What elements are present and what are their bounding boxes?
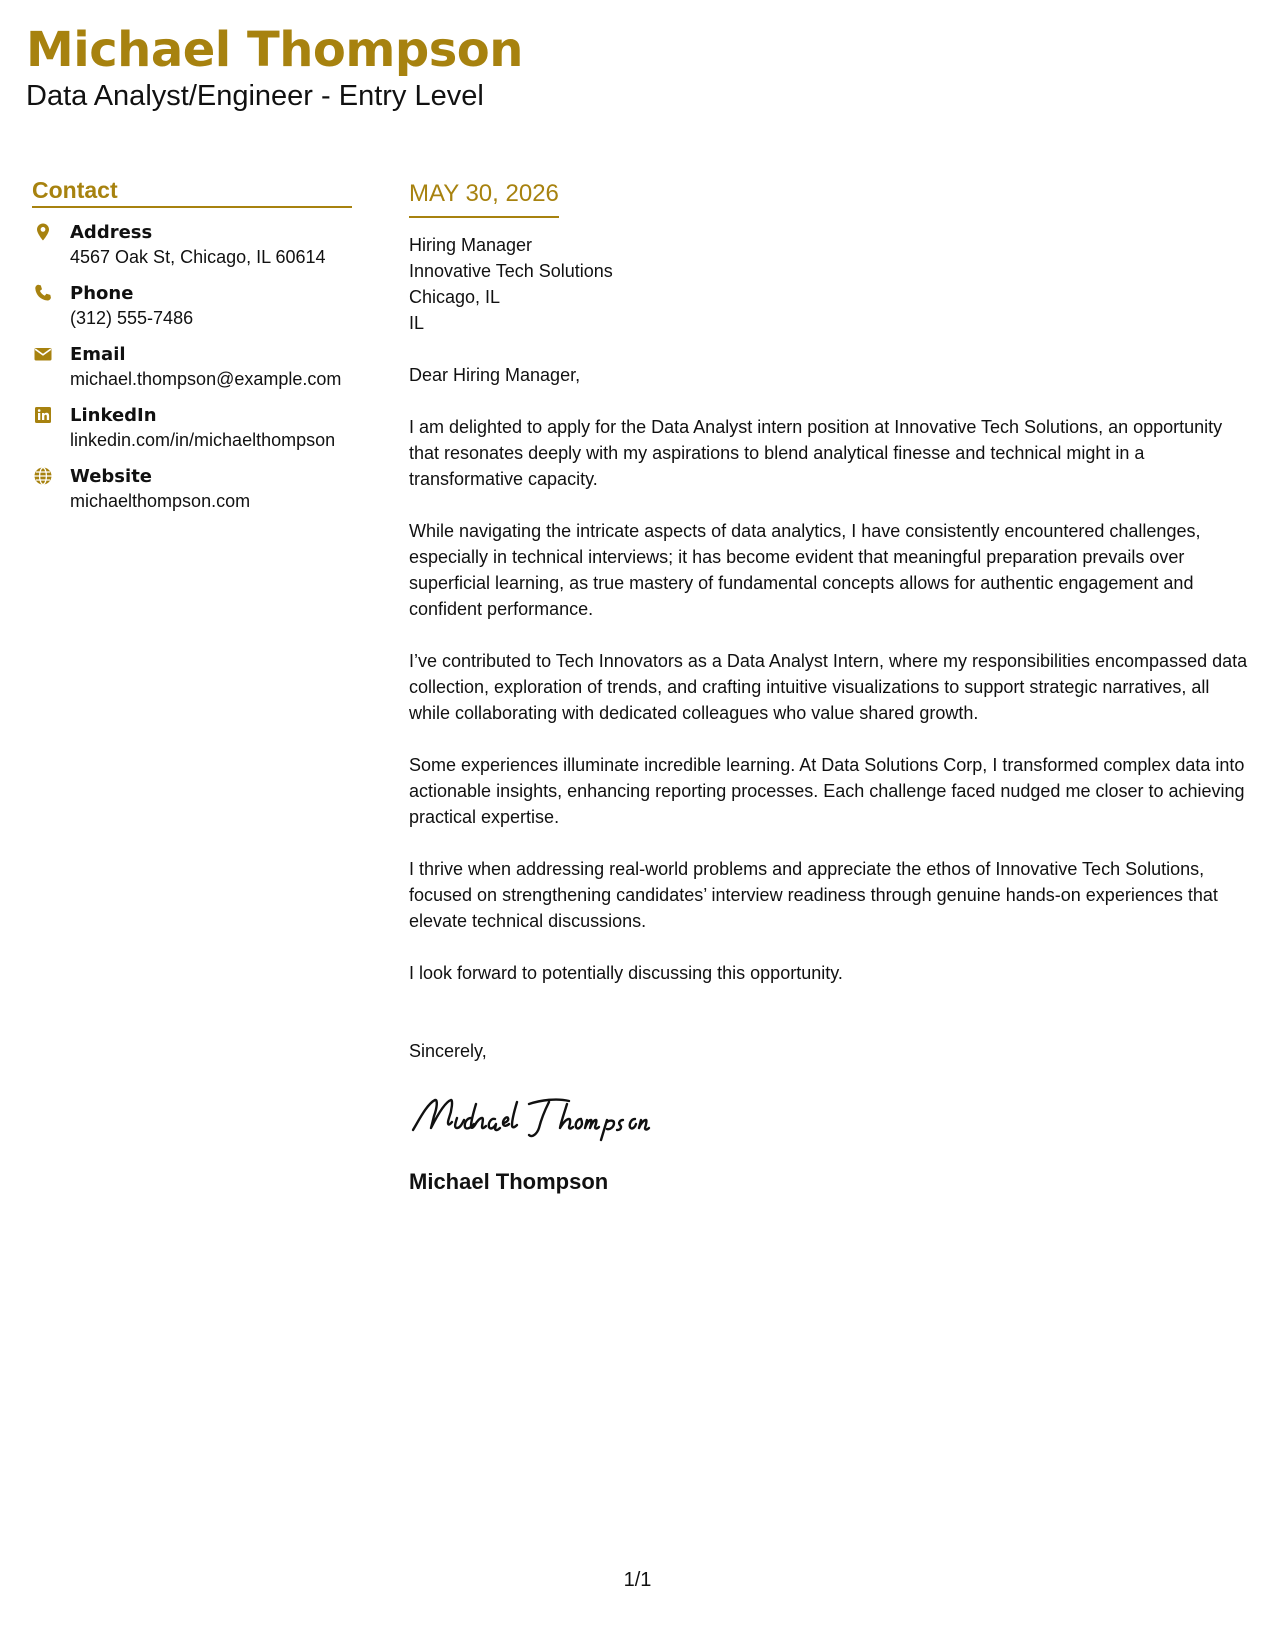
contact-label: Email bbox=[70, 344, 126, 365]
recipient-line: Innovative Tech Solutions bbox=[409, 261, 613, 281]
contact-item-email bbox=[32, 342, 352, 392]
letter-paragraph: I thrive when addressing real-world problems and appreciate the ethos of Innovative Tech Solutions, focused on strengthening candidates’ interview readiness through genuine hands-on experiences that elevate technical discussions. bbox=[409, 859, 1218, 931]
applicant-role: Data Analyst/Engineer - Entry Level bbox=[26, 80, 484, 112]
contact-label: LinkedIn bbox=[70, 405, 157, 426]
contact-label: Website bbox=[70, 466, 153, 487]
recipient-line: IL bbox=[409, 313, 425, 333]
letter-paragraph: I am delighted to apply for the Data Analyst intern position at Innovative Tech Solutions, an opportunity that resonates deeply with my aspirations to blend analytical finesse and technical might in a transformative capacity. bbox=[409, 417, 1223, 489]
letter-paragraph: I look forward to potentially discussing this opportunity. bbox=[409, 963, 843, 983]
recipient-line: Chicago, IL bbox=[409, 287, 501, 307]
contact-value: linkedin.com/in/michaelthompson bbox=[70, 430, 336, 450]
contact-section-title: Contact bbox=[32, 176, 352, 208]
envelope-icon bbox=[33, 344, 53, 364]
contact-list bbox=[32, 220, 352, 514]
letter-paragraph: Some experiences illuminate incredible learning. At Data Solutions Corp, I transformed complex data into actionable insights, enhancing reporting processes. Each challenge faced nudged me closer to achieving practical expertise. bbox=[409, 755, 1245, 827]
letter-date: MAY 30, 2026 bbox=[409, 178, 559, 218]
contact-label: Address bbox=[70, 222, 153, 243]
contact-value: michaelthompson.com bbox=[70, 491, 251, 511]
applicant-name: Michael Thompson bbox=[26, 22, 523, 78]
recipient-block bbox=[409, 232, 1254, 336]
globe-icon bbox=[33, 466, 53, 486]
contact-item-linkedin bbox=[32, 403, 352, 453]
letter-body bbox=[409, 178, 1254, 1196]
map-pin-icon bbox=[33, 222, 53, 242]
contact-item-website bbox=[32, 464, 352, 514]
contact-item-phone bbox=[32, 281, 352, 331]
letter-paragraph: While navigating the intricate aspects of data analytics, I have consistently encountered challenges, especially in technical interviews; it has become evident that meaningful preparation prevails over superficial learning, as true mastery of fundamental concepts allows for authentic engagement and confident performance. bbox=[409, 521, 1201, 619]
linkedin-icon bbox=[33, 405, 53, 425]
contact-value: michael.thompson@example.com bbox=[70, 369, 342, 389]
page-number: 1/1 bbox=[623, 1569, 652, 1591]
closing: Sincerely, bbox=[409, 1041, 487, 1061]
header bbox=[26, 22, 523, 114]
handwritten-signature bbox=[409, 1090, 689, 1146]
letter-paragraph: I’ve contributed to Tech Innovators as a Data Analyst Intern, where my responsibilities encompassed data collection, exploration of trends, and crafting intuitive visualizations to support strategic narratives, all while collaborating with dedicated colleagues who value shared growth. bbox=[409, 651, 1248, 723]
salutation: Dear Hiring Manager, bbox=[409, 365, 581, 385]
recipient-line: Hiring Manager bbox=[409, 235, 533, 255]
contact-label: Phone bbox=[70, 283, 134, 304]
contact-value: (312) 555-7486 bbox=[70, 308, 194, 328]
signed-name: Michael Thompson bbox=[409, 1169, 609, 1194]
contact-sidebar bbox=[32, 176, 352, 525]
contact-value: 4567 Oak St, Chicago, IL 60614 bbox=[70, 247, 326, 267]
contact-item-address bbox=[32, 220, 352, 270]
phone-icon bbox=[33, 283, 53, 303]
